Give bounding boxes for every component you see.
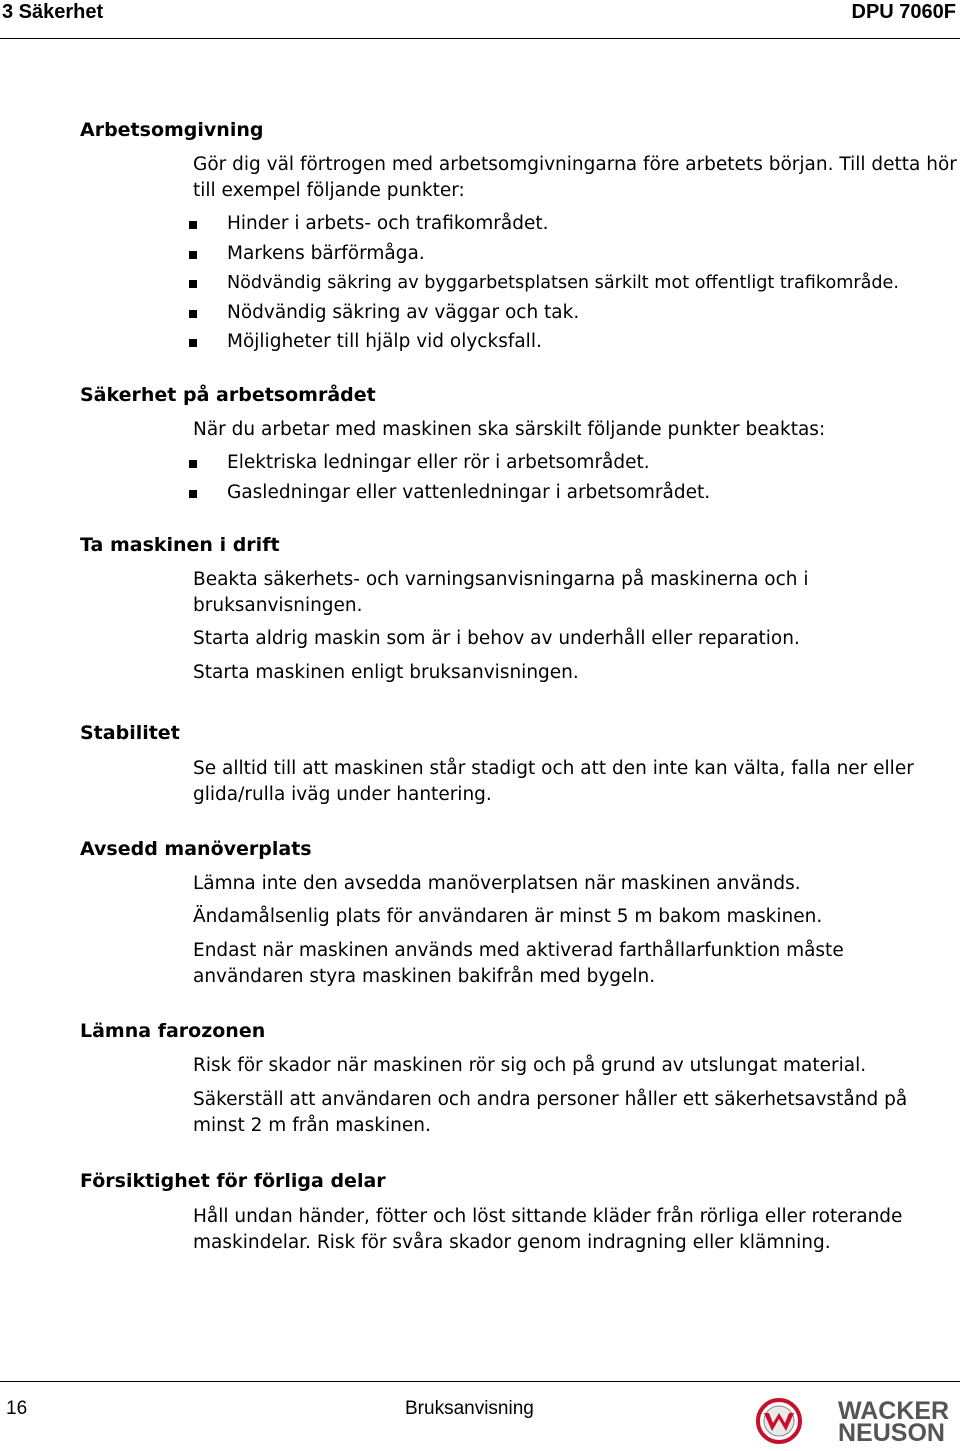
bullet-square-icon: [189, 280, 197, 288]
heading-sakerhet-pa-arbetsomradet: Säkerhet på arbetsområdet: [80, 384, 376, 406]
list-item: Nödvändig säkring av väggar och tak.: [185, 300, 899, 330]
paragraph-drift-2: Starta aldrig maskin som är i behov av underhåll eller reparation.: [193, 628, 800, 649]
list-item: Hinder i arbets- och trafikområdet.: [185, 211, 899, 241]
list-item: Elektriska ledningar eller rör i arbetsområdet.: [185, 450, 710, 480]
paragraph-farozonen-1: Risk för skador när maskinen rör sig och på grund av utslungat material.: [193, 1055, 867, 1076]
paragraph-manoverplats-2: Ändamålsenlig plats för användaren är minst 5 m bakom maskinen.: [193, 906, 823, 927]
paragraph-stabilitet: Se alltid till att maskinen står stadigt och att den inte kan välta, falla ner eller glida/rulla iväg under hantering.: [193, 758, 914, 805]
logo-wordmark: WACKER NEUSON: [838, 1397, 950, 1447]
page-header: [0, 0, 960, 39]
paragraph-manoverplats-1: Lämna inte den avsedda manöverplatsen när maskinen används.: [193, 873, 801, 894]
paragraph-drift-1: Beakta säkerhets- och varningsanvisningarna på maskinerna och i bruksanvisningen.: [193, 569, 809, 616]
bullet-square-icon: [189, 460, 197, 468]
paragraph-forsiktighet: Håll undan händer, fötter och löst sittande kläder från rörliga eller roterande maskindelar. Risk för svåra skador genom indragning eller klämning.: [193, 1206, 903, 1253]
list-item: Markens bärförmåga.: [185, 241, 899, 271]
bullet-square-icon: [189, 310, 197, 318]
bullet-square-icon: [189, 221, 197, 229]
paragraph-farozonen-2: Säkerställ att användaren och andra personer håller ett säkerhetsavstånd på minst 2 m från maskinen.: [193, 1089, 908, 1136]
heading-lamna-farozonen: Lämna farozonen: [80, 1020, 266, 1042]
bullet-square-icon: [189, 251, 197, 259]
bullet-square-icon: [189, 490, 197, 498]
heading-ta-maskinen-i-drift: Ta maskinen i drift: [80, 534, 280, 556]
chapter-title: 3 Säkerhet: [2, 1, 104, 23]
bullet-list-arbetsomgivning: [185, 211, 899, 359]
list-item: Möjligheter till hjälp vid olycksfall.: [185, 329, 899, 359]
heading-avsedd-manoverplats: Avsedd manöverplats: [80, 838, 312, 860]
list-item: Gasledningar eller vattenledningar i arbetsområdet.: [185, 480, 710, 510]
wacker-neuson-emblem-icon: [752, 1396, 808, 1446]
bullet-square-icon: [189, 339, 197, 347]
page-number: 16: [6, 1398, 28, 1419]
paragraph-manoverplats-3: Endast när maskinen används med aktiverad farthållarfunktion måste användaren styra maskinen bakifrån med bygeln.: [193, 940, 844, 987]
wacker-neuson-logo: [752, 1396, 960, 1448]
page-footer: [0, 1381, 960, 1448]
model-name: DPU 7060F: [851, 1, 956, 23]
heading-forsiktighet: Försiktighet för förliga delar: [80, 1170, 386, 1192]
paragraph-sakerhet-intro: När du arbetar med maskinen ska särskilt följande punkter beaktas:: [193, 419, 826, 440]
heading-stabilitet: Stabilitet: [80, 722, 180, 744]
heading-arbetsomgivning: Arbetsomgivning: [80, 119, 264, 141]
paragraph-arbetsomgivning-intro: Gör dig väl förtrogen med arbetsomgivningarna före arbetets början. Till detta hör till exempel följande punkter:: [193, 154, 957, 201]
bullet-list-sakerhet: [185, 450, 710, 509]
footer-title: Bruksanvisning: [405, 1398, 534, 1419]
paragraph-drift-3: Starta maskinen enligt bruksanvisningen.: [193, 662, 579, 683]
list-item: Nödvändig säkring av byggarbetsplatsen särkilt mot offentligt trafikområde.: [185, 270, 899, 300]
